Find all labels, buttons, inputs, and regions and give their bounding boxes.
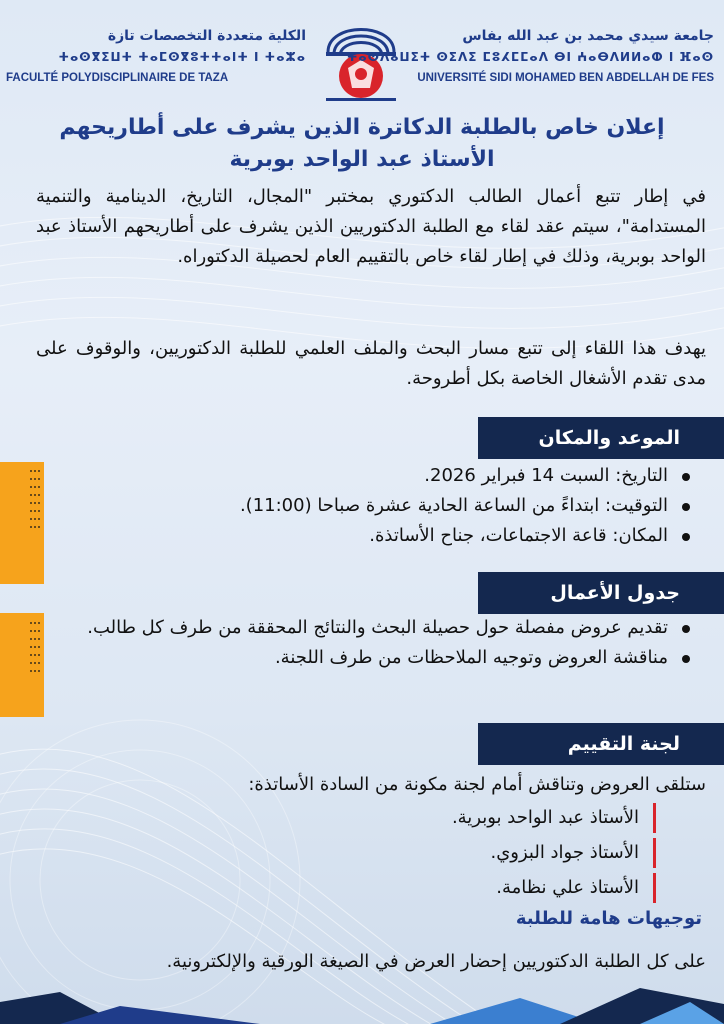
faculty-name-french: FACULTÉ POLYDISCIPLINAIRE DE TAZA — [6, 72, 229, 84]
intro-paragraph: في إطار تتبع أعمال الطالب الدكتوري بمختبر "المجال، التاريخ، الدينامية والتنمية المستدامة"، سيتم عقد لقاء مع الطلبة الدكتوريين الذين يشرف على أطاريحهم الأستاذ عبد الواحد بوبرية، وذلك في إطار لقاء خاص بالتقييم العام لحصيلة الدكتوراه. — [36, 186, 706, 267]
title-line-1: إعلان خاص بالطلبة الدكاترة الذين يشرف على أطاريحهم — [59, 115, 665, 140]
faculty-name-tifinagh: ⵜⴰⵙⴳⵉⵡⵜ ⵜⴰⵎⵙⴳⵓⵜⵜⴰⵏⵜ ⵏ ⵜⴰⵣⴰ — [58, 50, 306, 64]
jury-members — [60, 803, 656, 908]
date-place-list — [60, 461, 694, 551]
university-name-french: UNIVERSITÉ SIDI MOHAMED BEN ABDELLAH DE FES — [417, 72, 714, 84]
list-item-date: التاريخ: السبت 14 فبراير 2026. — [60, 461, 694, 491]
jury-intro: ستلقى العروض وتناقش أمام لجنة مكونة من السادة الأساتذة: — [248, 774, 706, 795]
footer-decoration — [0, 984, 724, 1024]
university-block — [346, 28, 714, 85]
list-item-agenda-1: تقديم عروض مفصلة حول حصيلة البحث والنتائج المحققة من طرف كل طالب. — [60, 613, 694, 643]
university-name-tifinagh: ⵜⴰⵙⴷⴰⵡⵉⵜ ⵙⵉⴷⵉ ⵎⵓⵃⵎⵎⴰⴷ ⴱⵏ ⵄⴰⴱⴷⵍⵍⴰⵀ ⵏ ⴼⴰⵙ — [346, 50, 714, 64]
jury-member-1: الأستاذ عبد الواحد بوبرية. — [60, 803, 656, 833]
guidance-text: على كل الطلبة الدكتوريين إحضار العرض في الصيغة الورقية والإلكترونية. — [166, 951, 706, 972]
header — [0, 0, 724, 105]
jury-member-2: الأستاذ جواد البزوي. — [60, 838, 656, 868]
dots-decoration-2 — [30, 622, 44, 678]
agenda-list — [60, 613, 694, 673]
faculty-block — [6, 28, 306, 85]
guidance-heading: توجيهات هامة للطلبة — [515, 908, 702, 929]
list-item-place: المكان: قاعة الاجتماعات، جناح الأساتذة. — [60, 521, 694, 551]
faculty-name-arabic: الكلية متعددة التخصصات تازة — [107, 28, 306, 44]
section-heading-jury: لجنة التقييم — [478, 723, 724, 765]
purpose-paragraph: يهدف هذا اللقاء إلى تتبع مسار البحث والملف العلمي للطلبة الدكتوريين، والوقوف على مدى تقدم الأشغال الخاصة بكل أطروحة. — [36, 338, 706, 389]
list-item-agenda-2: مناقشة العروض وتوجيه الملاحظات من طرف اللجنة. — [60, 643, 694, 673]
section-heading-agenda: جدول الأعمال — [478, 572, 724, 614]
title-line-2: الأستاذ عبد الواحد بوبرية — [229, 147, 495, 172]
university-name-arabic: جامعة سيدي محمد بن عبد الله بفاس — [462, 28, 714, 44]
dots-decoration-1 — [30, 470, 44, 534]
jury-member-3: الأستاذ علي نظامة. — [60, 873, 656, 903]
section-heading-date-place: الموعد والمكان — [478, 417, 724, 459]
announcement-title — [20, 112, 704, 176]
list-item-time: التوقيت: ابتداءً من الساعة الحادية عشرة صباحا (11:00). — [60, 491, 694, 521]
